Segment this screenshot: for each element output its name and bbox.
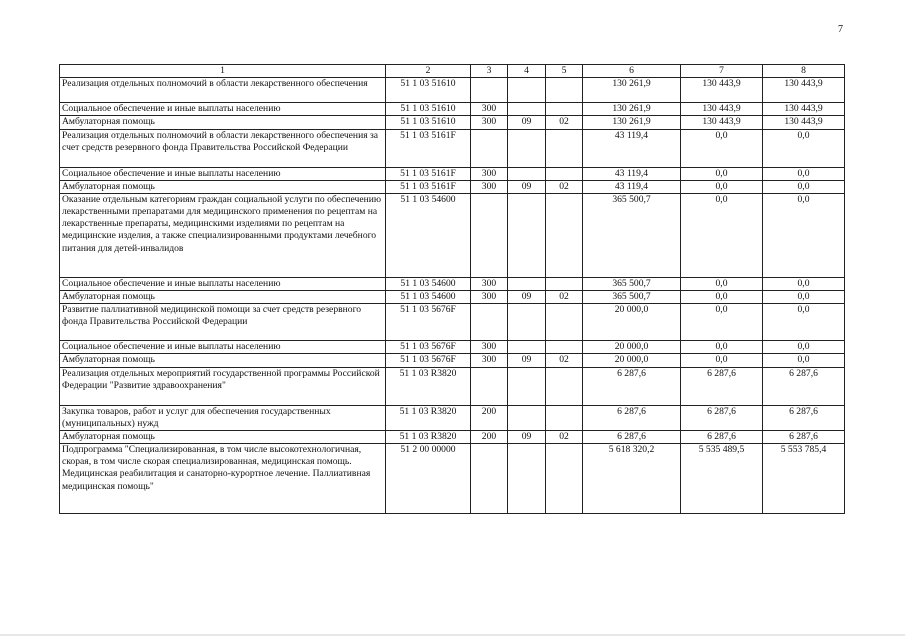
row-code-cell: 51 1 03 51610	[386, 78, 471, 103]
row-value-7-cell: 6 287,6	[681, 430, 763, 443]
row-section-cell	[508, 103, 546, 116]
row-expense-type-cell: 200	[471, 430, 508, 443]
row-value-8-cell: 0,0	[763, 304, 845, 341]
row-value-8-cell: 130 443,9	[763, 103, 845, 116]
table-row	[60, 405, 845, 430]
row-expense-type-cell: 300	[471, 277, 508, 290]
row-name-cell: Оказание отдельным категориям граждан социальной услуги по обеспечению лекарственными препаратами для медицинского применения по рецептам на лекарственные препараты, медицинскими изделиями по рецептам на медицинские изделия, а также специализированными продуктами лечебного питания для детей-инвалидов	[60, 193, 386, 277]
row-code-cell: 51 1 03 54600	[386, 291, 471, 304]
row-value-7-cell: 5 535 489,5	[681, 444, 763, 514]
row-subsection-cell	[546, 167, 583, 180]
row-value-7-cell: 0,0	[681, 291, 763, 304]
row-expense-type-cell	[471, 193, 508, 277]
row-name-cell: Социальное обеспечение и иные выплаты населению	[60, 103, 386, 116]
row-name-cell: Амбулаторная помощь	[60, 116, 386, 129]
row-section-cell: 09	[508, 354, 546, 367]
row-expense-type-cell: 300	[471, 103, 508, 116]
row-code-cell: 51 2 00 00000	[386, 444, 471, 514]
row-subsection-cell	[546, 444, 583, 514]
table-row	[60, 444, 845, 514]
row-value-8-cell: 130 443,9	[763, 78, 845, 103]
row-section-cell	[508, 78, 546, 103]
table-row	[60, 367, 845, 405]
row-name-cell: Социальное обеспечение и иные выплаты населению	[60, 277, 386, 290]
row-code-cell: 51 1 03 54600	[386, 277, 471, 290]
table-row	[60, 116, 845, 129]
page-number: 7	[838, 24, 843, 35]
row-expense-type-cell	[471, 367, 508, 405]
row-value-7-cell: 0,0	[681, 180, 763, 193]
row-name-cell: Амбулаторная помощь	[60, 354, 386, 367]
row-expense-type-cell: 300	[471, 354, 508, 367]
row-value-8-cell: 0,0	[763, 277, 845, 290]
row-subsection-cell	[546, 341, 583, 354]
row-expense-type-cell	[471, 444, 508, 514]
row-value-7-cell: 0,0	[681, 129, 763, 167]
row-expense-type-cell: 300	[471, 116, 508, 129]
row-value-6-cell: 43 119,4	[583, 129, 681, 167]
row-value-7-cell: 6 287,6	[681, 367, 763, 405]
row-name-cell: Амбулаторная помощь	[60, 430, 386, 443]
row-subsection-cell: 02	[546, 291, 583, 304]
row-value-6-cell: 43 119,4	[583, 180, 681, 193]
row-expense-type-cell: 300	[471, 341, 508, 354]
table-row	[60, 277, 845, 290]
row-subsection-cell	[546, 277, 583, 290]
row-code-cell: 51 1 03 5676F	[386, 354, 471, 367]
header-cell: 6	[583, 65, 681, 78]
row-value-7-cell: 130 443,9	[681, 103, 763, 116]
row-name-cell: Реализация отдельных полномочий в области лекарственного обеспечения за счет средств резервного фонда Правительства Российской Федерации	[60, 129, 386, 167]
row-code-cell: 51 1 03 R3820	[386, 367, 471, 405]
header-cell: 1	[60, 65, 386, 78]
row-code-cell: 51 1 03 5161F	[386, 167, 471, 180]
row-subsection-cell	[546, 304, 583, 341]
row-value-8-cell: 6 287,6	[763, 367, 845, 405]
scan-edge	[0, 634, 905, 636]
row-subsection-cell	[546, 78, 583, 103]
row-code-cell: 51 1 03 54600	[386, 193, 471, 277]
row-value-6-cell: 365 500,7	[583, 277, 681, 290]
row-subsection-cell	[546, 103, 583, 116]
row-value-8-cell: 0,0	[763, 180, 845, 193]
row-subsection-cell	[546, 193, 583, 277]
row-name-cell: Социальное обеспечение и иные выплаты населению	[60, 341, 386, 354]
header-cell: 3	[471, 65, 508, 78]
row-subsection-cell	[546, 405, 583, 430]
row-value-7-cell: 0,0	[681, 341, 763, 354]
row-value-8-cell: 0,0	[763, 193, 845, 277]
row-value-6-cell: 20 000,0	[583, 341, 681, 354]
row-section-cell: 09	[508, 116, 546, 129]
row-value-6-cell: 6 287,6	[583, 367, 681, 405]
header-cell: 8	[763, 65, 845, 78]
row-value-8-cell: 6 287,6	[763, 430, 845, 443]
row-value-8-cell: 0,0	[763, 341, 845, 354]
row-value-7-cell: 0,0	[681, 277, 763, 290]
row-name-cell: Реализация отдельных полномочий в области лекарственного обеспечения	[60, 78, 386, 103]
row-section-cell	[508, 405, 546, 430]
row-section-cell	[508, 444, 546, 514]
row-name-cell: Развитие паллиативной медицинской помощи за счет средств резервного фонда Правительства Российской Федерации	[60, 304, 386, 341]
row-value-8-cell: 6 287,6	[763, 405, 845, 430]
row-section-cell	[508, 367, 546, 405]
row-value-8-cell: 0,0	[763, 354, 845, 367]
row-code-cell: 51 1 03 5676F	[386, 304, 471, 341]
row-value-8-cell: 130 443,9	[763, 116, 845, 129]
row-expense-type-cell: 300	[471, 180, 508, 193]
header-cell: 7	[681, 65, 763, 78]
table-row	[60, 78, 845, 103]
row-value-6-cell: 5 618 320,2	[583, 444, 681, 514]
row-value-7-cell: 130 443,9	[681, 78, 763, 103]
row-expense-type-cell: 300	[471, 167, 508, 180]
header-cell: 2	[386, 65, 471, 78]
row-value-6-cell: 365 500,7	[583, 291, 681, 304]
row-subsection-cell	[546, 129, 583, 167]
row-value-7-cell: 0,0	[681, 354, 763, 367]
row-value-6-cell: 43 119,4	[583, 167, 681, 180]
row-name-cell: Подпрограмма "Специализированная, в том числе высокотехнологичная, скорая, в том числе скорая специализированная, медицинская помощь. Медицинская реабилитация и санаторно-курортное лечение. Паллиативная медицинская помощь"	[60, 444, 386, 514]
table-row	[60, 354, 845, 367]
table-row	[60, 167, 845, 180]
row-code-cell: 51 1 03 5676F	[386, 341, 471, 354]
row-expense-type-cell: 300	[471, 291, 508, 304]
row-code-cell: 51 1 03 51610	[386, 116, 471, 129]
table-row	[60, 291, 845, 304]
row-code-cell: 51 1 03 5161F	[386, 180, 471, 193]
row-value-6-cell: 130 261,9	[583, 116, 681, 129]
row-code-cell: 51 1 03 51610	[386, 103, 471, 116]
row-value-8-cell: 5 553 785,4	[763, 444, 845, 514]
row-section-cell	[508, 167, 546, 180]
row-section-cell	[508, 193, 546, 277]
row-name-cell: Реализация отдельных мероприятий государственной программы Российской Федерации "Развитие здравоохранения"	[60, 367, 386, 405]
row-subsection-cell	[546, 367, 583, 405]
row-value-8-cell: 0,0	[763, 129, 845, 167]
table-row	[60, 103, 845, 116]
budget-table	[59, 64, 845, 514]
row-value-7-cell: 130 443,9	[681, 116, 763, 129]
row-code-cell: 51 1 03 R3820	[386, 430, 471, 443]
row-expense-type-cell	[471, 304, 508, 341]
table-row	[60, 430, 845, 443]
row-code-cell: 51 1 03 5161F	[386, 129, 471, 167]
row-value-6-cell: 20 000,0	[583, 354, 681, 367]
row-value-6-cell: 6 287,6	[583, 405, 681, 430]
row-section-cell: 09	[508, 291, 546, 304]
table-row	[60, 193, 845, 277]
row-subsection-cell: 02	[546, 180, 583, 193]
table-row	[60, 129, 845, 167]
table-row	[60, 341, 845, 354]
row-value-6-cell: 365 500,7	[583, 193, 681, 277]
row-value-6-cell: 130 261,9	[583, 103, 681, 116]
header-cell: 5	[546, 65, 583, 78]
row-expense-type-cell: 200	[471, 405, 508, 430]
table-row	[60, 304, 845, 341]
row-value-7-cell: 6 287,6	[681, 405, 763, 430]
row-name-cell: Амбулаторная помощь	[60, 180, 386, 193]
row-name-cell: Закупка товаров, работ и услуг для обеспечения государственных (муниципальных) нужд	[60, 405, 386, 430]
row-subsection-cell: 02	[546, 116, 583, 129]
row-expense-type-cell	[471, 78, 508, 103]
row-section-cell	[508, 277, 546, 290]
row-subsection-cell: 02	[546, 430, 583, 443]
header-cell: 4	[508, 65, 546, 78]
row-code-cell: 51 1 03 R3820	[386, 405, 471, 430]
table-body	[60, 78, 845, 514]
row-section-cell	[508, 341, 546, 354]
row-section-cell: 09	[508, 180, 546, 193]
row-value-7-cell: 0,0	[681, 304, 763, 341]
row-name-cell: Амбулаторная помощь	[60, 291, 386, 304]
row-value-8-cell: 0,0	[763, 291, 845, 304]
row-expense-type-cell	[471, 129, 508, 167]
row-value-6-cell: 130 261,9	[583, 78, 681, 103]
row-section-cell	[508, 129, 546, 167]
table-row	[60, 180, 845, 193]
header-row	[60, 65, 845, 78]
row-value-7-cell: 0,0	[681, 167, 763, 180]
row-value-7-cell: 0,0	[681, 193, 763, 277]
row-subsection-cell: 02	[546, 354, 583, 367]
row-section-cell: 09	[508, 430, 546, 443]
row-value-8-cell: 0,0	[763, 167, 845, 180]
row-value-6-cell: 20 000,0	[583, 304, 681, 341]
row-section-cell	[508, 304, 546, 341]
row-name-cell: Социальное обеспечение и иные выплаты населению	[60, 167, 386, 180]
row-value-6-cell: 6 287,6	[583, 430, 681, 443]
